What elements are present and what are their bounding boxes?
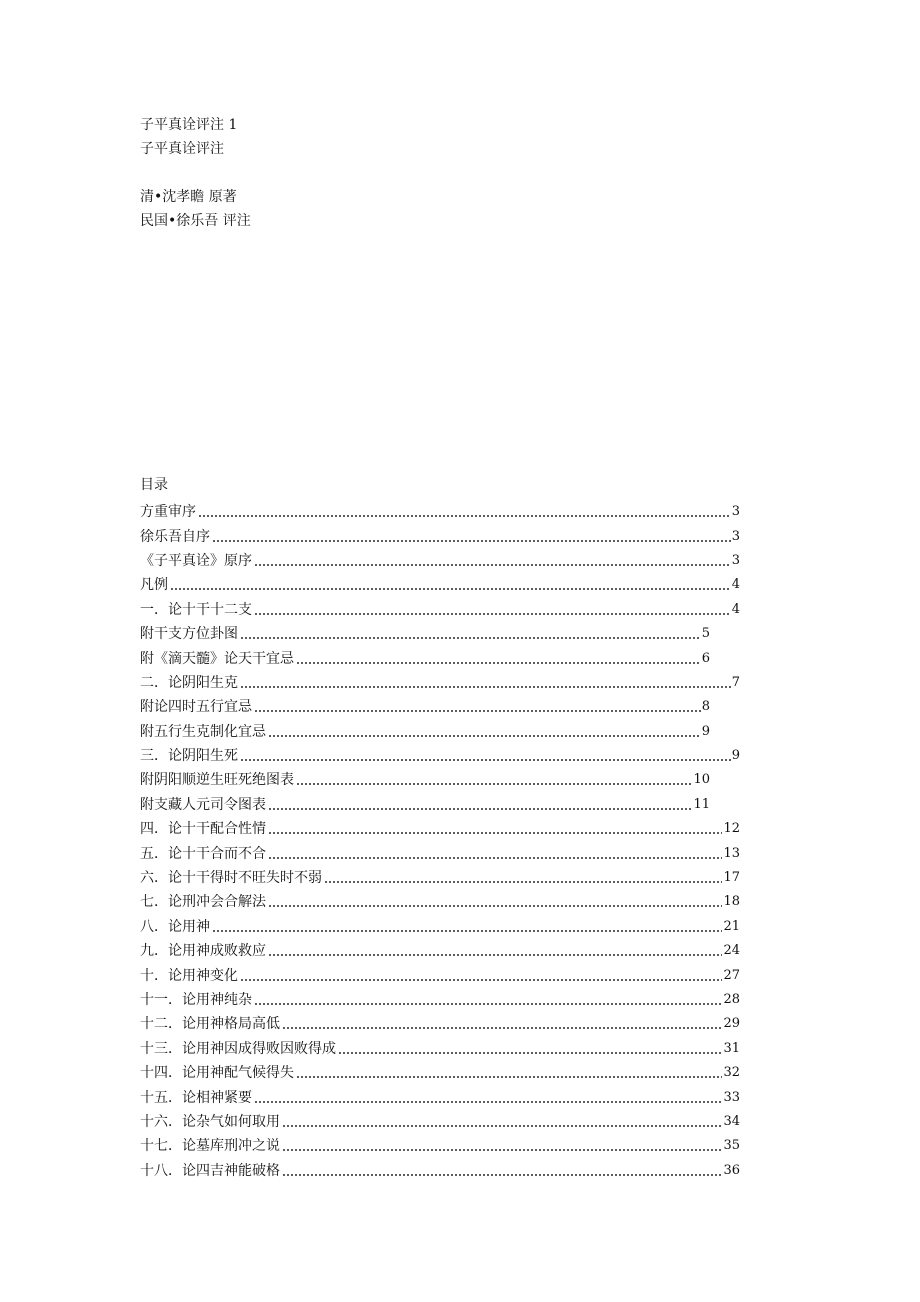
toc-dot-leader (268, 808, 692, 810)
toc-entry[interactable] (140, 1110, 740, 1134)
toc-entry-page-number: 29 (723, 1016, 740, 1032)
toc-entry-page-number: 18 (723, 894, 740, 910)
toc-entry[interactable] (140, 915, 740, 939)
toc-entry-page-number: 17 (723, 870, 740, 886)
toc-dot-leader (212, 930, 722, 932)
toc-entry-label: 附五行生克制化宜忌 (140, 723, 266, 740)
toc-entry-page-number: 27 (723, 967, 740, 983)
toc-dot-leader (254, 1003, 722, 1005)
toc-entry[interactable] (140, 1085, 740, 1109)
toc-dot-leader (254, 564, 731, 566)
toc-dot-leader (254, 613, 731, 615)
toc-entry-label: 徐乐吾自序 (140, 528, 210, 545)
toc-entry-label: 附论四时五行宜忌 (140, 699, 252, 716)
toc-entry-page-number: 13 (723, 845, 740, 861)
toc-entry[interactable] (140, 1159, 740, 1183)
toc-dot-leader (170, 588, 731, 590)
toc-entry-label: 附支藏人元司令图表 (140, 796, 266, 813)
toc-dot-leader (240, 686, 731, 688)
toc-dot-leader (268, 857, 722, 859)
toc-entry-page-number: 11 (693, 796, 710, 812)
toc-entry-page-number: 6 (701, 650, 710, 666)
toc-entry[interactable] (140, 939, 740, 963)
toc-dot-leader (198, 515, 731, 517)
original-author: 清•沈孝瞻 原著 (140, 189, 237, 205)
toc-entry-page-number: 28 (723, 992, 740, 1007)
toc-dot-leader (268, 735, 701, 737)
toc-entry-label: 六．论十干得时不旺失时不弱 (140, 870, 322, 887)
toc-entry-label: 十二．论用神格局高低 (140, 1016, 280, 1033)
toc-entry[interactable] (140, 963, 740, 987)
toc-dot-leader (240, 979, 722, 981)
toc-entry[interactable] (140, 1061, 740, 1085)
toc-entry-label: 五．论十干合而不合 (140, 845, 266, 862)
toc-dot-leader (268, 954, 722, 956)
toc-entry-label: 凡例 (140, 577, 168, 594)
toc-entry[interactable] (140, 988, 740, 1012)
toc-entry-page-number: 32 (723, 1065, 740, 1081)
toc-entry[interactable] (140, 817, 740, 841)
toc-entry-label: 《子平真诠》原序 (140, 552, 252, 569)
toc-entry[interactable] (140, 598, 740, 622)
toc-entry[interactable] (140, 622, 710, 646)
toc-entry[interactable] (140, 866, 740, 890)
toc-entry[interactable] (140, 841, 740, 865)
toc-entry[interactable] (140, 768, 710, 792)
toc-entry-page-number: 4 (731, 577, 740, 593)
toc-entry-label: 十一．论用神纯杂 (140, 992, 252, 1008)
toc-entry-page-number: 3 (731, 504, 740, 520)
table-of-contents (140, 500, 740, 1183)
toc-entry-page-number: 9 (731, 748, 740, 764)
toc-dot-leader (268, 905, 722, 907)
toc-entry[interactable] (140, 744, 740, 768)
toc-entry-label: 七．论刑冲会合解法 (140, 894, 266, 911)
toc-dot-leader (254, 710, 701, 712)
toc-entry[interactable] (140, 720, 710, 744)
toc-entry-label: 一．论十干十二支 (140, 601, 252, 618)
toc-entry[interactable] (140, 573, 740, 597)
document-heading: 子平真诠评注 1 (140, 117, 238, 133)
toc-entry-label: 附干支方位卦图 (140, 626, 238, 643)
toc-dot-leader (296, 1076, 722, 1078)
toc-dot-leader (296, 662, 701, 664)
toc-entry-page-number: 4 (731, 601, 740, 617)
toc-entry-label: 十七．论墓库刑冲之说 (140, 1138, 280, 1155)
toc-dot-leader (282, 1174, 722, 1176)
toc-entry-label: 十五．论相神紧要 (140, 1089, 252, 1106)
annotator: 民国•徐乐吾 评注 (140, 213, 251, 229)
toc-entry[interactable] (140, 1134, 740, 1158)
toc-entry[interactable] (140, 524, 740, 548)
toc-dot-leader (240, 637, 701, 639)
toc-entry-page-number: 21 (723, 918, 740, 934)
toc-entry-label: 十四．论用神配气候得失 (140, 1065, 294, 1082)
toc-dot-leader (282, 1027, 722, 1029)
book-title: 子平真诠评注 (140, 141, 224, 157)
toc-dot-leader (296, 783, 692, 785)
toc-entry-page-number: 24 (723, 943, 740, 959)
toc-dot-leader (268, 832, 722, 834)
toc-entry-page-number: 10 (693, 772, 710, 788)
toc-entry-label: 十六．论杂气如何取用 (140, 1113, 280, 1130)
toc-entry-page-number: 7 (731, 674, 740, 690)
toc-entry-page-number: 12 (723, 821, 740, 837)
toc-entry-label: 十八．论四吉神能破格 (140, 1162, 280, 1179)
toc-entry-page-number: 34 (723, 1113, 740, 1129)
toc-dot-leader (212, 540, 731, 542)
toc-entry[interactable] (140, 549, 740, 573)
toc-entry-page-number: 33 (723, 1089, 740, 1105)
toc-entry-label: 八．论用神 (140, 918, 210, 935)
toc-entry-page-number: 36 (723, 1162, 740, 1178)
toc-entry-page-number: 35 (723, 1138, 740, 1154)
toc-dot-leader (338, 1052, 722, 1054)
toc-dot-leader (324, 881, 722, 883)
toc-entry[interactable] (140, 695, 710, 719)
toc-entry[interactable] (140, 671, 740, 695)
toc-entry-label: 二．论阴阳生克 (140, 674, 238, 691)
toc-entry-label: 九．论用神成败救应 (140, 943, 266, 960)
toc-entry[interactable] (140, 793, 710, 817)
toc-entry-label: 十．论用神变化 (140, 967, 238, 984)
toc-entry-page-number: 9 (701, 723, 710, 739)
toc-entry[interactable] (140, 890, 740, 914)
toc-title: 目录 (140, 477, 168, 493)
toc-entry-label: 四．论十干配合性情 (140, 821, 266, 838)
toc-entry[interactable] (140, 500, 740, 524)
toc-entry[interactable] (140, 646, 710, 670)
toc-entry-page-number: 31 (723, 1040, 740, 1056)
toc-dot-leader (282, 1125, 722, 1127)
toc-entry[interactable] (140, 1012, 740, 1036)
toc-entry-label: 三．论阴阳生死 (140, 748, 238, 765)
toc-entry-label: 附阴阳顺逆生旺死绝图表 (140, 772, 294, 789)
toc-entry-page-number: 8 (701, 699, 710, 715)
toc-entry-page-number: 5 (701, 626, 710, 642)
toc-entry-page-number: 3 (731, 552, 740, 568)
toc-entry[interactable] (140, 1037, 740, 1061)
toc-entry-label: 方重审序 (140, 504, 196, 521)
toc-entry-label: 十三．论用神因成得败因败得成 (140, 1040, 336, 1057)
toc-entry-label: 附《滴天髓》论天干宜忌 (140, 650, 294, 667)
toc-dot-leader (240, 759, 731, 761)
toc-dot-leader (254, 1101, 722, 1103)
toc-dot-leader (282, 1149, 722, 1151)
toc-entry-page-number: 3 (731, 528, 740, 544)
